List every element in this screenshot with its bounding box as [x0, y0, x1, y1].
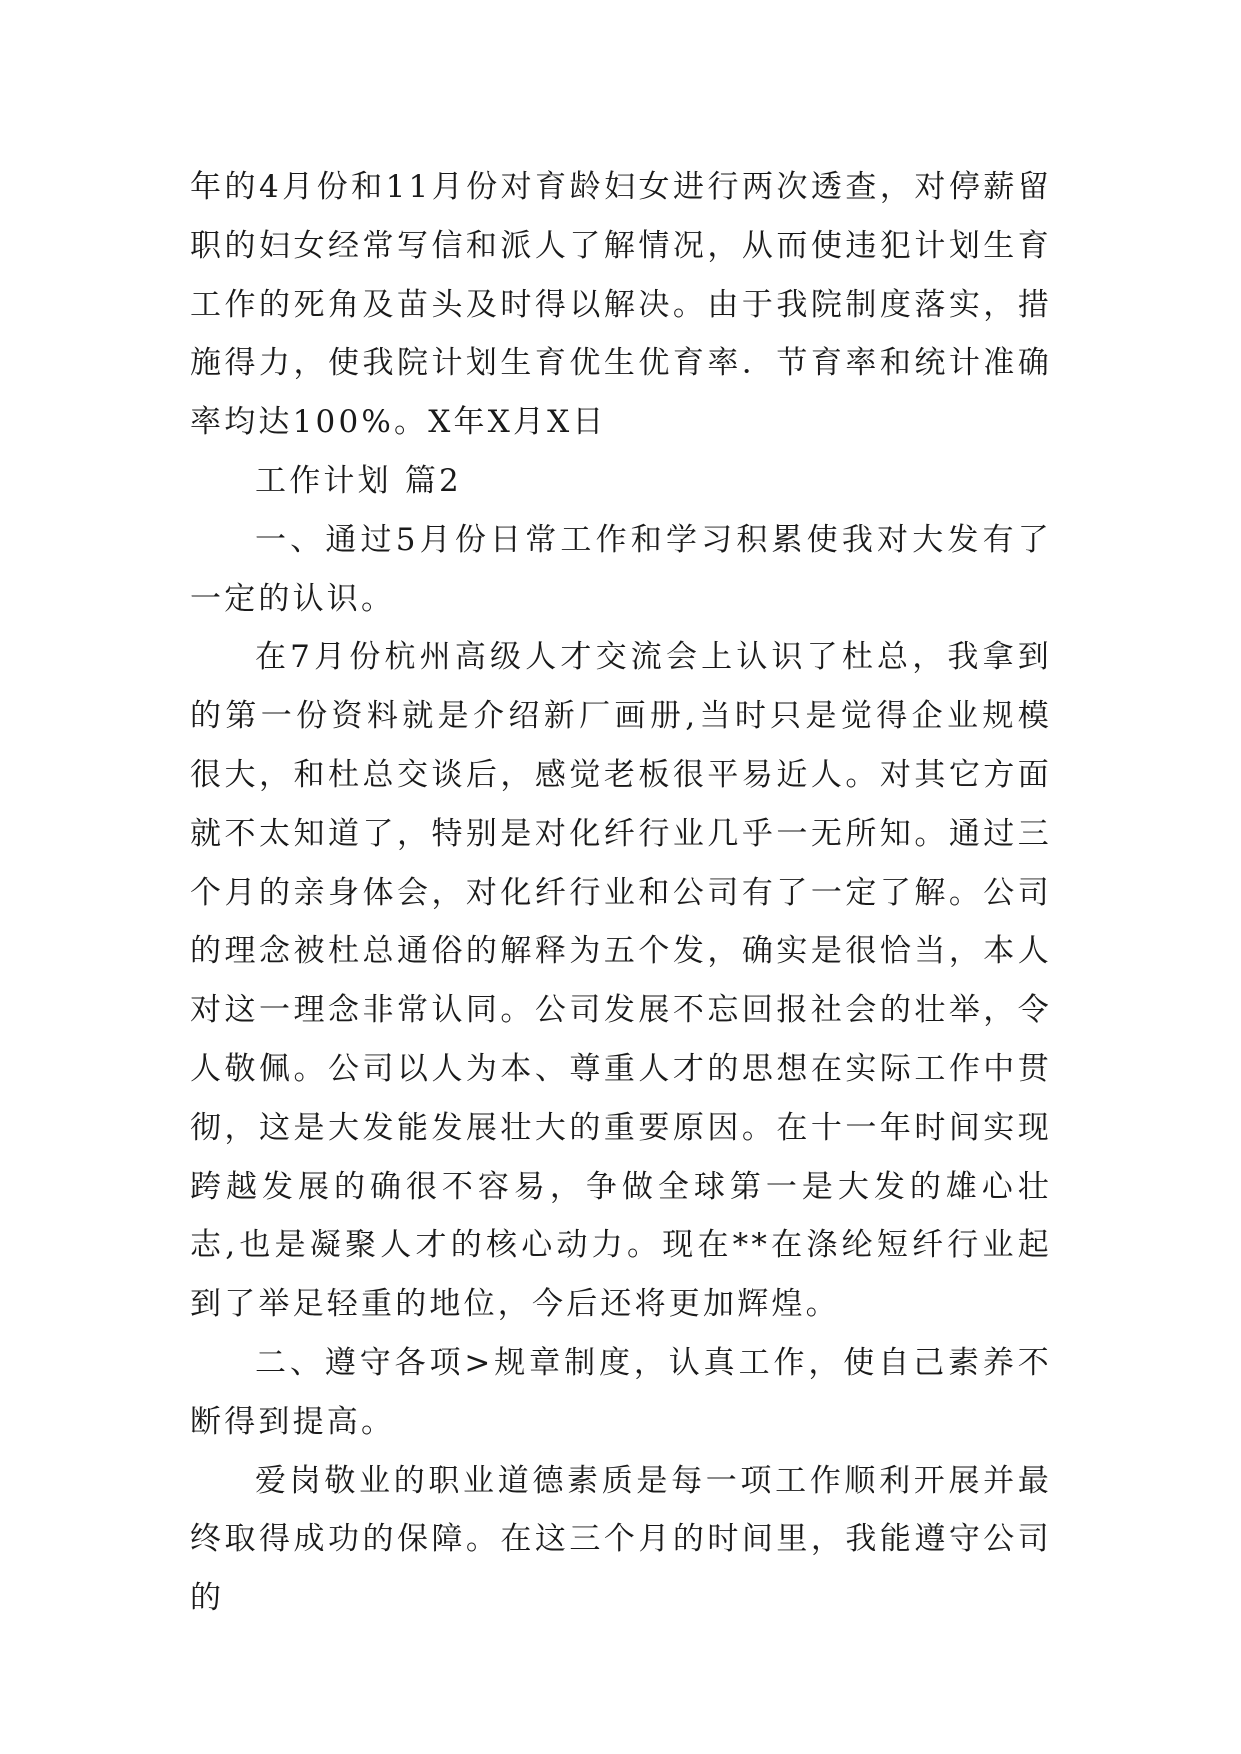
paragraph-work-ethic: 爱岗敬业的职业道德素质是每一项工作顺利开展并最终取得成功的保障。在这三个月的时间里，我能遵守公司的	[190, 1462, 1052, 1617]
paragraph-point-one: 一、通过5月份日常工作和学习积累使我对大发有了一定的认识。	[190, 521, 1052, 617]
document-body	[190, 158, 1052, 1628]
section-heading: 工作计划 篇2	[255, 462, 462, 499]
paragraph-company-impression: 在7月份杭州高级人才交流会上认识了杜总，我拿到的第一份资料就是介绍新厂画册,当时只是觉得企业规模很大，和杜总交谈后，感觉老板很平易近人。对其它方面就不太知道了，特别是对化纤行业几乎一无所知。通过三个月的亲身体会，对化纤行业和公司有了一定了解。公司的理念被杜总通俗的解释为五个发，确实是很恰当，本人对这一理念非常认同。公司发展不忘回报社会的壮举，令人敬佩。公司以人为本、尊重人才的思想在实际工作中贯彻，这是大发能发展壮大的重要原因。在十一年时间实现跨越发展的确很不容易，争做全球第一是大发的雄心壮志,也是凝聚人才的核心动力。现在**在涤纶短纤行业起到了举足轻重的地位，今后还将更加辉煌。	[190, 639, 1052, 1323]
paragraph-continuation: 年的4月份和11月份对育龄妇女进行两次透查，对停薪留职的妇女经常写信和派人了解情况，从而使违犯计划生育工作的死角及苗头及时得以解决。由于我院制度落实，措施得力，使我院计划生育优生优育率．节育率和统计准确率均达100%。X年X月X日	[190, 169, 1052, 441]
paragraph-point-two: 二、遵守各项>规章制度，认真工作，使自己素养不断得到提高。	[190, 1344, 1052, 1440]
